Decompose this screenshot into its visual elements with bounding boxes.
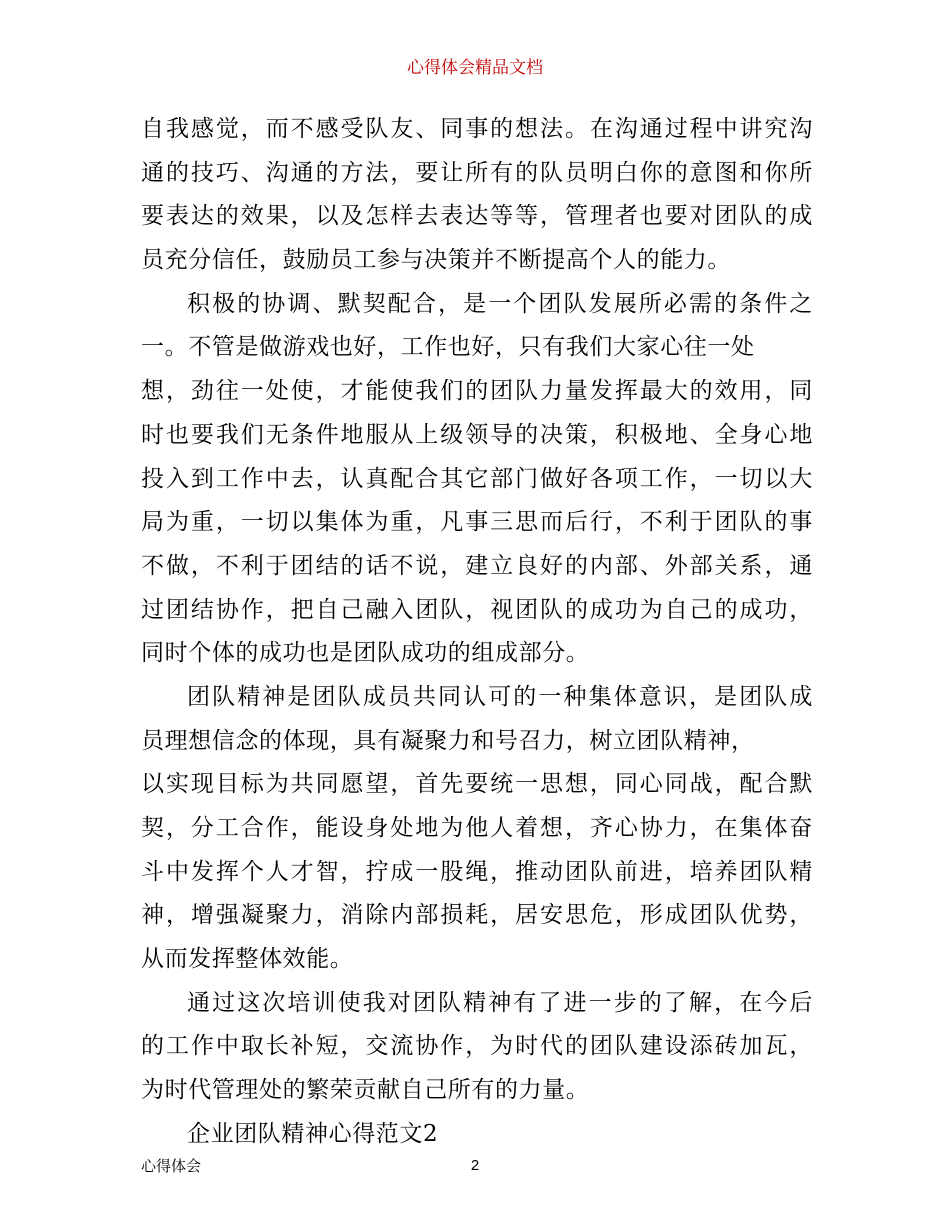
section-heading: 企业团队精神心得范文2 <box>187 1120 439 1147</box>
text-line: 员充分信任，鼓励员工参与决策并不断提高个人的能力。 <box>141 247 731 274</box>
text-line: 过团结协作，把自己融入团队，视团队的成功为自己的成功， <box>141 596 813 623</box>
text-line: 神，增强凝聚力，消除内部损耗，居安思危，形成团队优势， <box>141 902 813 929</box>
text-line: 想，劲往一处使，才能使我们的团队力量发挥最大的效用，同 <box>141 378 813 405</box>
text-line: 通的技巧、沟通的方法，要让所有的队员明白你的意图和你所 <box>141 159 813 186</box>
paragraph-first-line: 积极的协调、默契配合，是一个团队发展所必需的条件之 <box>187 290 813 317</box>
document-body <box>141 108 813 1157</box>
text-line: 时也要我们无条件地服从上级领导的决策，积极地、全身心地 <box>141 421 813 448</box>
text-line: 以实现目标为共同愿望，首先要统一思想，同心同战，配合默 <box>141 771 813 798</box>
page-number: 2 <box>470 1157 480 1174</box>
text-line: 投入到工作中去，认真配合其它部门做好各项工作，一切以大 <box>141 465 813 492</box>
footer-label: 心得体会 <box>141 1157 202 1175</box>
text-line: 一。不管是做游戏也好，工作也好，只有我们大家心往一处 <box>141 334 755 361</box>
text-line: 为时代管理处的繁荣贡献自己所有的力量。 <box>141 1077 590 1104</box>
paragraph-first-line: 团队精神是团队成员共同认可的一种集体意识，是团队成 <box>187 683 813 710</box>
paragraph-first-line: 通过这次培训使我对团队精神有了进一步的了解，在今后 <box>187 989 813 1016</box>
text-line: 从而发挥整体效能。 <box>141 946 354 973</box>
text-line: 员理想信念的体现，具有凝聚力和号召力，树立团队精神， <box>141 727 755 754</box>
text-line: 的工作中取长补短，交流协作，为时代的团队建设添砖加瓦， <box>141 1033 813 1060</box>
text-line: 斗中发挥个人才智，拧成一股绳，推动团队前进，培养团队精 <box>141 858 813 885</box>
text-line: 自我感觉，而不感受队友、同事的想法。在沟通过程中讲究沟 <box>141 116 813 142</box>
text-line: 不做，不利于团结的话不说，建立良好的内部、外部关系，通 <box>141 552 813 579</box>
text-line: 契，分工合作，能设身处地为他人着想，齐心协力，在集体奋 <box>141 815 813 841</box>
text-line: 局为重，一切以集体为重，凡事三思而后行，不利于团队的事 <box>141 509 813 536</box>
document-header-title: 心得体会精品文档 <box>407 58 543 78</box>
text-line: 同时个体的成功也是团队成功的组成部分。 <box>141 640 590 667</box>
text-line: 要表达的效果，以及怎样去表达等等，管理者也要对团队的成 <box>141 203 813 230</box>
